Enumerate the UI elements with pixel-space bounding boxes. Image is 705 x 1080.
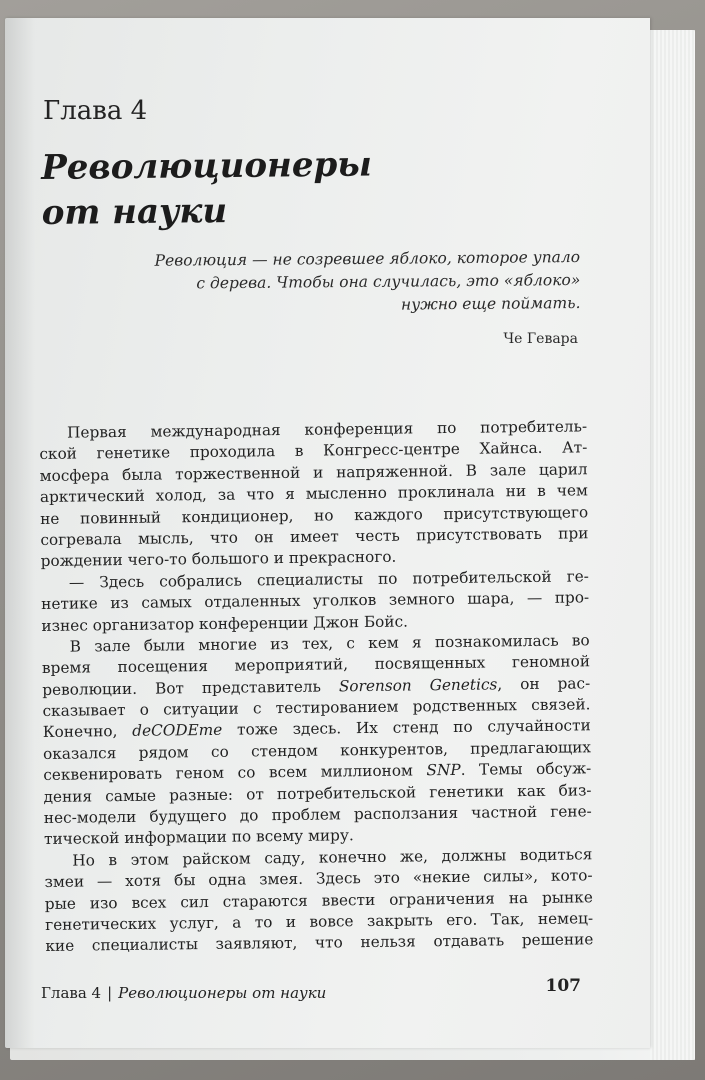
- epigraph-line: с дерева. Чтобы она случилась, это «яблоко»: [196, 270, 581, 293]
- body-line: Первая международная конференция по потребитель-: [67, 417, 588, 442]
- chapter-title-line: от науки: [41, 191, 228, 233]
- body-line: революции. Вот представитель Sorenson Genetics, он рас-: [42, 673, 591, 699]
- body-line: изнес организатор конференции Джон Бойс.: [41, 612, 409, 635]
- page-number: 107: [545, 976, 581, 996]
- body-line: змеи — хотя бы одна змея. Здесь это «некие силы», кото-: [44, 866, 593, 892]
- body-line: кие специалисты заявляют, что нельзя отдавать решение: [45, 930, 594, 956]
- body-line: нес-модели будущего до проблем расползания частной гене-: [43, 802, 592, 828]
- body-line: мосфера была торжественной и напряженной. В зале царил: [39, 460, 588, 485]
- body-line: — Здесь собрались специалисты по потребительской ге-: [68, 567, 590, 592]
- epigraph: [95, 246, 581, 319]
- italic-term: Sorenson Genetics: [338, 675, 498, 696]
- italic-term: deCODEme: [132, 721, 223, 741]
- epigraph-line: нужно еще поймать.: [400, 293, 581, 314]
- page-footer: [41, 976, 581, 1006]
- body-line: нетике из самых отдаленных уголков земного шара, — про-: [41, 588, 590, 614]
- epigraph-author: Че Гевара: [503, 331, 578, 347]
- body-line: тической информации по всему миру.: [43, 826, 354, 849]
- running-head-chapter: Глава 4: [41, 984, 102, 1002]
- body-line: арктический холод, за что я мысленно проклинала ни в чем: [39, 481, 588, 507]
- running-head: [41, 984, 326, 1002]
- body-line: дения самые разные: от потребительской генетики как биз-: [43, 780, 592, 806]
- running-head-title: Революционеры от науки: [118, 984, 327, 1002]
- body-line: В зале были многие из тех, с кем я познакомилась во: [69, 631, 590, 656]
- body-line: не повинный кондиционер, но каждого присутствующего: [40, 502, 589, 528]
- body-line: рые изо всех сил стараются ввести ограничения на рынке: [44, 887, 593, 913]
- chapter-label: Глава 4: [43, 96, 148, 126]
- italic-term: SNP: [426, 761, 461, 780]
- chapter-title-line: Революционеры: [41, 144, 373, 188]
- body-line: сказывает о ситуации с тестированием родственных связей.: [42, 695, 591, 721]
- body-line: ской генетике проходила в Конгресс-центре Хайнса. Ат-: [39, 438, 588, 464]
- chapter-title: [41, 142, 462, 236]
- body-line: рождении чего-то большого и прекрасного.: [40, 547, 397, 571]
- body-line: время посещения мероприятий, посвященных геномной: [41, 652, 591, 678]
- body-line: согревала мысль, что он имеет честь присутствовать при: [40, 524, 589, 549]
- epigraph-line: Революция — не созревшее яблоко, которое упало: [154, 247, 581, 270]
- body-line: оказался рядом со стендом конкурентов, предлагающих: [42, 738, 592, 763]
- body-line: секвенировать геном со всем миллионом SNP. Темы обсуж-: [43, 759, 592, 785]
- running-head-separator: |: [107, 984, 113, 1002]
- book-page: [5, 18, 650, 1048]
- body-text: [39, 416, 593, 957]
- body-line: Конечно, deCODEme тоже здесь. Их стенд по случайности: [42, 716, 591, 742]
- body-line: генетических услуг, а то и вовсе закрыть его. Так, немец-: [45, 909, 594, 934]
- body-line: Но в этом райском саду, конечно же, должны водиться: [72, 845, 593, 870]
